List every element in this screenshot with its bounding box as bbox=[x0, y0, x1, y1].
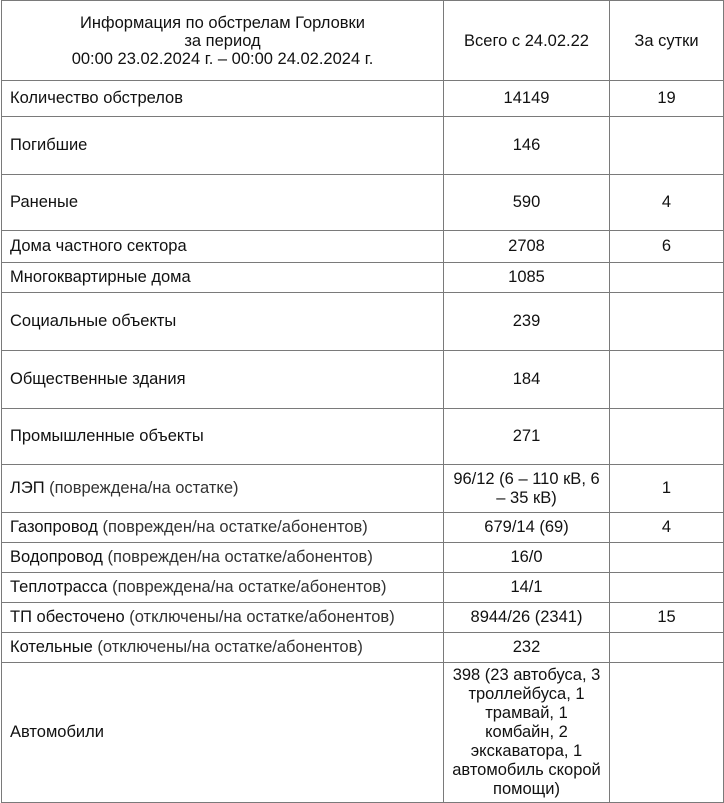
row-label-text: Газопровод bbox=[10, 518, 98, 536]
row-label-text: ТП обесточено bbox=[10, 608, 125, 626]
row-day bbox=[610, 663, 724, 803]
row-total: 232 bbox=[444, 633, 610, 663]
row-total: 2708 bbox=[444, 231, 610, 263]
row-label bbox=[2, 231, 444, 263]
table-row bbox=[2, 543, 724, 573]
row-label-text: Многоквартирные дома bbox=[10, 268, 191, 286]
row-day bbox=[610, 633, 724, 663]
row-day: 1 bbox=[610, 465, 724, 513]
row-label-text: Дома частного сектора bbox=[10, 237, 187, 255]
row-label bbox=[2, 513, 444, 543]
table-row bbox=[2, 81, 724, 117]
row-label bbox=[2, 663, 444, 803]
table-row bbox=[2, 117, 724, 175]
row-total: 398 (23 автобуса, 3 троллейбуса, 1 трамвай, 1 комбайн, 2 экскаватора, 1 автомобиль скорой помощи) bbox=[444, 663, 610, 803]
row-total: 271 bbox=[444, 409, 610, 465]
row-total: 146 bbox=[444, 117, 610, 175]
table-row bbox=[2, 663, 724, 803]
row-label-note: (поврежден/на остатке/абонентов) bbox=[102, 548, 373, 566]
row-label-text: Социальные объекты bbox=[10, 312, 177, 330]
row-label bbox=[2, 543, 444, 573]
row-label-note: (отключены/на остатке/абонентов) bbox=[92, 638, 363, 656]
table-row bbox=[2, 409, 724, 465]
row-label-text: Количество обстрелов bbox=[10, 89, 184, 107]
row-label-text: Автомобили bbox=[10, 723, 104, 741]
row-day bbox=[610, 293, 724, 351]
header-title-line1: Информация по обстрелам Горловки bbox=[80, 13, 365, 32]
table-row bbox=[2, 465, 724, 513]
table-row bbox=[2, 351, 724, 409]
table-row bbox=[2, 573, 724, 603]
table-row bbox=[2, 603, 724, 633]
row-label-note: (поврежден/на остатке/абонентов) bbox=[97, 518, 368, 536]
header-title-cell bbox=[2, 1, 444, 81]
table-row bbox=[2, 293, 724, 351]
row-label-note: (отключены/на остатке/абонентов) bbox=[124, 608, 395, 626]
row-total: 14/1 bbox=[444, 573, 610, 603]
row-day: 15 bbox=[610, 603, 724, 633]
row-label-text: Общественные здания bbox=[10, 370, 186, 388]
row-total: 184 bbox=[444, 351, 610, 409]
row-label-text: Промышленные объекты bbox=[10, 427, 204, 445]
row-label bbox=[2, 81, 444, 117]
row-label bbox=[2, 351, 444, 409]
table-row bbox=[2, 175, 724, 231]
row-label bbox=[2, 293, 444, 351]
table-row bbox=[2, 513, 724, 543]
row-label-text: ЛЭП bbox=[10, 479, 45, 497]
row-day: 4 bbox=[610, 513, 724, 543]
row-total: 590 bbox=[444, 175, 610, 231]
row-day bbox=[610, 117, 724, 175]
row-label bbox=[2, 573, 444, 603]
row-label-text: Погибшие bbox=[10, 136, 88, 154]
table-row bbox=[2, 263, 724, 293]
row-total: 16/0 bbox=[444, 543, 610, 573]
row-label-note: (повреждена/на остатке/абонентов) bbox=[107, 578, 387, 596]
row-label bbox=[2, 175, 444, 231]
header-title-line2: за период bbox=[184, 31, 261, 50]
row-label-text: Раненые bbox=[10, 193, 79, 211]
row-total: 14149 bbox=[444, 81, 610, 117]
row-day bbox=[610, 543, 724, 573]
row-day bbox=[610, 263, 724, 293]
row-day: 19 bbox=[610, 81, 724, 117]
table-row bbox=[2, 231, 724, 263]
shelling-info-table bbox=[1, 0, 724, 803]
row-label-text: Котельные bbox=[10, 638, 93, 656]
header-day-cell: За сутки bbox=[610, 1, 724, 81]
row-label bbox=[2, 117, 444, 175]
row-label-text: Теплотрасса bbox=[10, 578, 108, 596]
row-total: 239 bbox=[444, 293, 610, 351]
row-label-text: Водопровод bbox=[10, 548, 103, 566]
row-day bbox=[610, 573, 724, 603]
row-label bbox=[2, 633, 444, 663]
header-title-line3: 00:00 23.02.2024 г. – 00:00 24.02.2024 г. bbox=[71, 49, 374, 68]
row-label bbox=[2, 409, 444, 465]
row-total: 8944/26 (2341) bbox=[444, 603, 610, 633]
row-label bbox=[2, 465, 444, 513]
row-label bbox=[2, 603, 444, 633]
header-total-cell: Всего с 24.02.22 bbox=[444, 1, 610, 81]
row-label bbox=[2, 263, 444, 293]
row-total: 679/14 (69) bbox=[444, 513, 610, 543]
row-label-note: (повреждена/на остатке) bbox=[44, 479, 239, 497]
header-row bbox=[2, 1, 724, 81]
row-day: 6 bbox=[610, 231, 724, 263]
row-day: 4 bbox=[610, 175, 724, 231]
row-day bbox=[610, 409, 724, 465]
table-row bbox=[2, 633, 724, 663]
row-day bbox=[610, 351, 724, 409]
row-total: 96/12 (6 – 110 кВ, 6 – 35 кВ) bbox=[444, 465, 610, 513]
row-total: 1085 bbox=[444, 263, 610, 293]
